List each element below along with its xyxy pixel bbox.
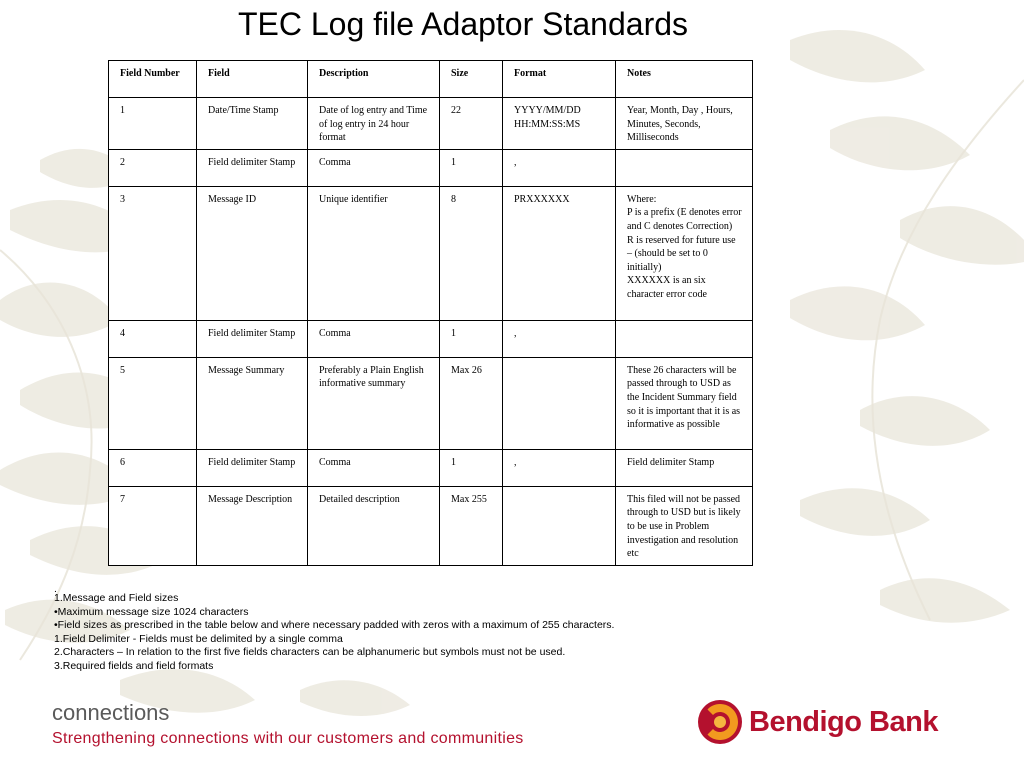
cell-description: Comma <box>308 149 440 186</box>
table-row <box>109 320 753 357</box>
cell-notes: Where: P is a prefix (E denotes error and C denotes Correction) R is reserved for future use – (should be set to 0 initially) XXXXXX is an six character error code <box>616 186 753 320</box>
notes-line: 2.Characters – In relation to the first five fields characters can be alphanumeric but symbols must not be used. <box>54 646 566 658</box>
cell-format <box>503 357 616 449</box>
cell-format <box>503 486 616 565</box>
footer-tagline: Strengthening connections with our customers and communities <box>52 730 524 747</box>
cell-field-number: 4 <box>109 320 197 357</box>
cell-description: Unique identifier <box>308 186 440 320</box>
cell-notes: Year, Month, Day , Hours, Minutes, Seconds, Milliseconds <box>616 98 753 150</box>
cell-description: Detailed description <box>308 486 440 565</box>
cell-size: 1 <box>440 449 503 486</box>
cell-field-number: 1 <box>109 98 197 150</box>
table-row <box>109 186 753 320</box>
cell-notes: Field delimiter Stamp <box>616 449 753 486</box>
cell-size: 22 <box>440 98 503 150</box>
cell-format: , <box>503 449 616 486</box>
table-row <box>109 149 753 186</box>
notes-line: 1.Message and Field sizes <box>54 592 179 604</box>
cell-field-number: 7 <box>109 486 197 565</box>
cell-notes <box>616 149 753 186</box>
standards-table <box>108 60 753 566</box>
cell-field: Message Description <box>197 486 308 565</box>
notes-line: •Field sizes as prescribed in the table below and where necessary padded with zeros with a maximum of 255 characters. <box>54 619 615 631</box>
cell-field: Field delimiter Stamp <box>197 149 308 186</box>
cell-field-number: 2 <box>109 149 197 186</box>
standards-table-container <box>108 60 752 566</box>
cell-size: 1 <box>440 320 503 357</box>
table-row <box>109 449 753 486</box>
cell-field: Field delimiter Stamp <box>197 320 308 357</box>
cell-field-number: 3 <box>109 186 197 320</box>
cell-size: Max 26 <box>440 357 503 449</box>
cell-field: Message ID <box>197 186 308 320</box>
cell-size: Max 255 <box>440 486 503 565</box>
cell-size: 8 <box>440 186 503 320</box>
cell-field-number: 5 <box>109 357 197 449</box>
cell-format: YYYY/MM/DD HH:MM:SS:MS <box>503 98 616 150</box>
column-header-format: Format <box>503 61 616 98</box>
brand <box>697 699 967 747</box>
table-header-row <box>109 61 753 98</box>
notes-block <box>54 583 814 673</box>
cell-field: Date/Time Stamp <box>197 98 308 150</box>
cell-field-number: 6 <box>109 449 197 486</box>
cell-description: Date of log entry and Time of log entry in 24 hour format <box>308 98 440 150</box>
notes-lead-dot: . <box>54 583 57 595</box>
bendigo-bank-logo-icon <box>697 699 743 745</box>
notes-line: 3.Required fields and field formats <box>54 659 214 672</box>
column-header-field-number: Field Number <box>109 61 197 98</box>
column-header-notes: Notes <box>616 61 753 98</box>
cell-description: Preferably a Plain English informative summary <box>308 357 440 449</box>
cell-notes: This filed will not be passed through to USD but is likely to be use in Problem investigation and resolution etc <box>616 486 753 565</box>
footer-connections: connections <box>52 700 170 725</box>
cell-size: 1 <box>440 149 503 186</box>
cell-field: Message Summary <box>197 357 308 449</box>
cell-format: , <box>503 149 616 186</box>
table-row <box>109 357 753 449</box>
cell-description: Comma <box>308 449 440 486</box>
cell-description: Comma <box>308 320 440 357</box>
column-header-field: Field <box>197 61 308 98</box>
cell-notes: These 26 characters will be passed through to USD as the Incident Summary field so it is important that it is as informative as possible <box>616 357 753 449</box>
column-header-size: Size <box>440 61 503 98</box>
cell-notes <box>616 320 753 357</box>
notes-line: •Maximum message size 1024 characters <box>54 605 249 618</box>
cell-field: Field delimiter Stamp <box>197 449 308 486</box>
table-row <box>109 486 753 565</box>
page-title: TEC Log file Adaptor Standards <box>237 6 689 42</box>
cell-format: , <box>503 320 616 357</box>
cell-format: PRXXXXXX <box>503 186 616 320</box>
column-header-description: Description <box>308 61 440 98</box>
brand-name: Bendigo Bank <box>749 706 938 738</box>
notes-line: 1.Field Delimiter - Fields must be delimited by a single comma <box>54 632 343 645</box>
table-row <box>109 98 753 150</box>
